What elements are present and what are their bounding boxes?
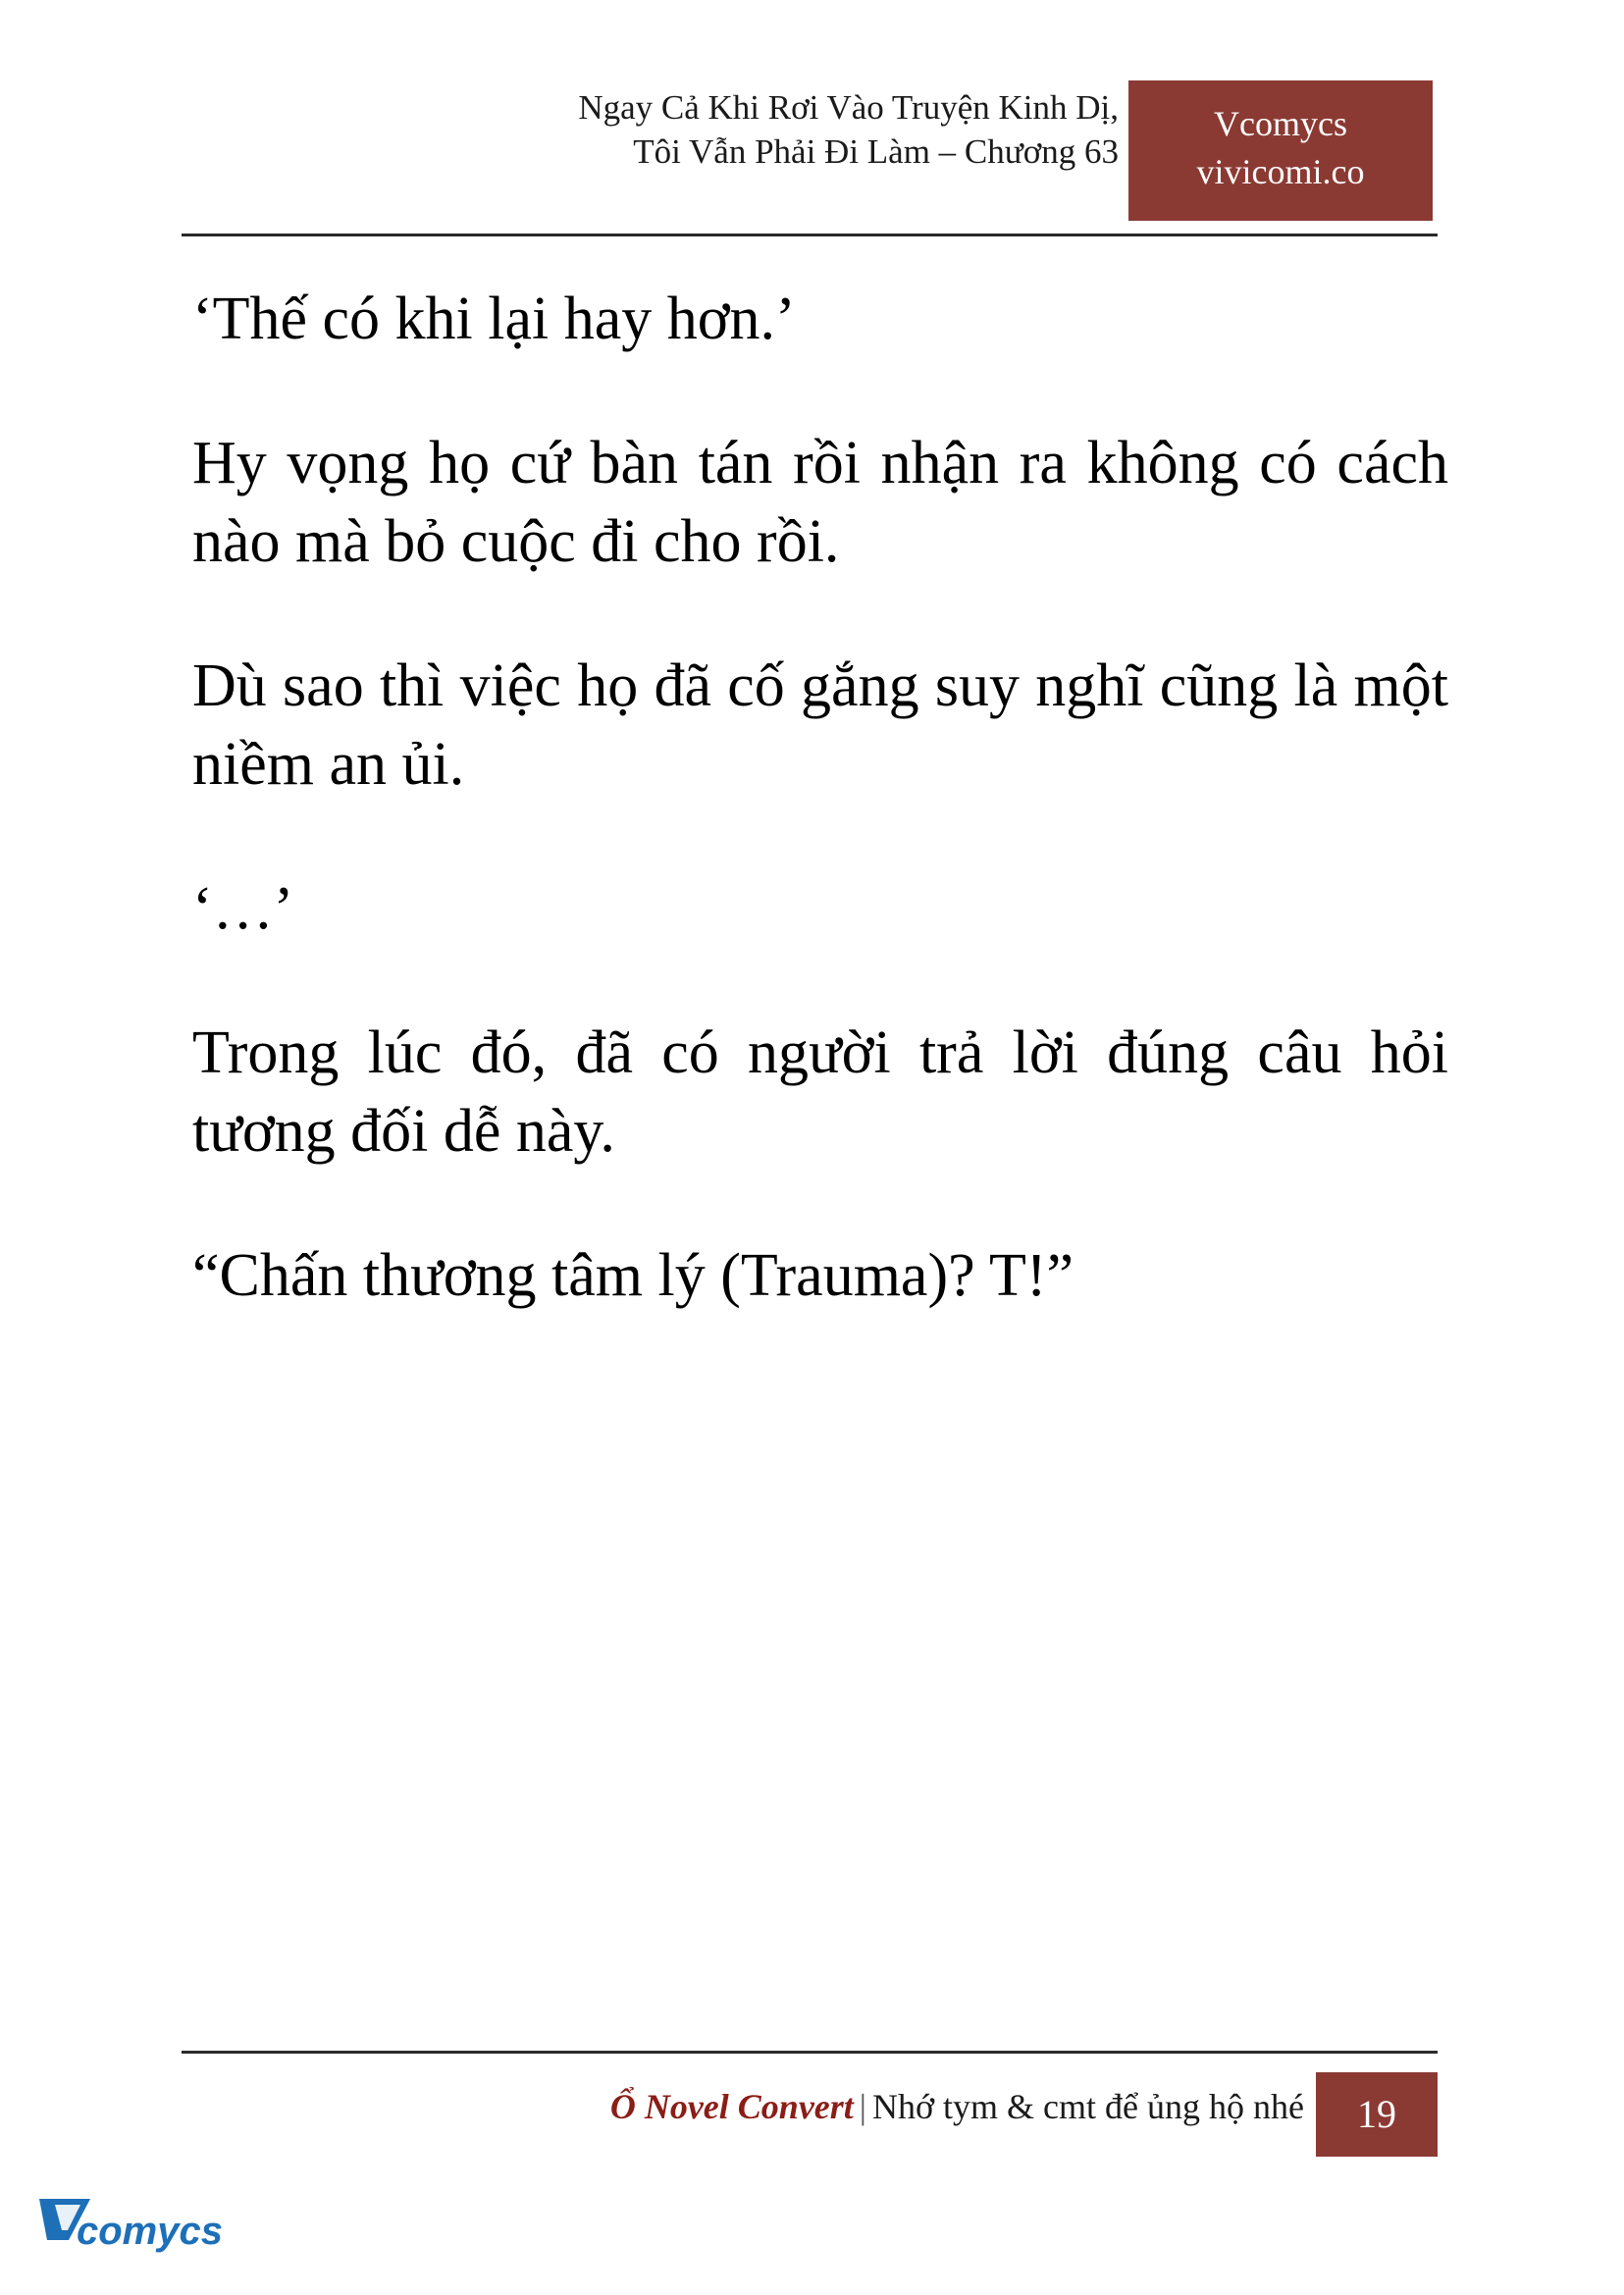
page-footer — [182, 2051, 1438, 2159]
site-badge-name: Vcomycs — [1214, 104, 1347, 143]
page-content — [192, 280, 1448, 1380]
vcomycs-logo-icon — [35, 2189, 261, 2269]
site-badge-url: vivicomi.co — [1196, 151, 1365, 191]
footer-note: Nhớ tym & cmt để ủng hộ nhé — [872, 2087, 1304, 2126]
paragraph-5: Trong lúc đó, đã có người trả lời đúng câu hỏi tương đối dễ này. — [192, 1018, 1448, 1166]
site-badge — [1128, 80, 1433, 221]
paragraph-4: ‘…’ — [192, 874, 294, 942]
footer-brand: Ổ Novel Convert — [609, 2087, 854, 2126]
footer-separator: | — [859, 2087, 867, 2126]
svg-text:comycs: comycs — [77, 2210, 223, 2253]
header-title-line-2: Tôi Vẫn Phải Đi Làm – Chương 63 — [633, 131, 1119, 171]
paragraph-2: Hy vọng họ cứ bàn tán rồi nhận ra không có cách nào mà bỏ cuộc đi cho rồi. — [192, 429, 1448, 576]
page-header — [182, 86, 1433, 229]
paragraph-3: Dù sao thì việc họ đã cố gắng suy nghĩ cũng là một niềm an ủi. — [192, 652, 1448, 799]
page-number-badge: 19 — [1316, 2072, 1438, 2157]
vcomycs-logo — [35, 2189, 261, 2269]
footer-divider — [182, 2051, 1438, 2054]
header-divider — [182, 234, 1438, 236]
paragraph-1: ‘Thế có khi lại hay hơn.’ — [192, 286, 796, 352]
paragraph-6: “Chấn thương tâm lý (Trauma)? T!” — [192, 1241, 1074, 1309]
footer-credit — [610, 2086, 1304, 2127]
footer-content — [182, 2078, 1438, 2149]
header-title-line-1: Ngay Cả Khi Rơi Vào Truyện Kinh Dị, — [578, 88, 1119, 127]
header-title — [314, 86, 1119, 175]
